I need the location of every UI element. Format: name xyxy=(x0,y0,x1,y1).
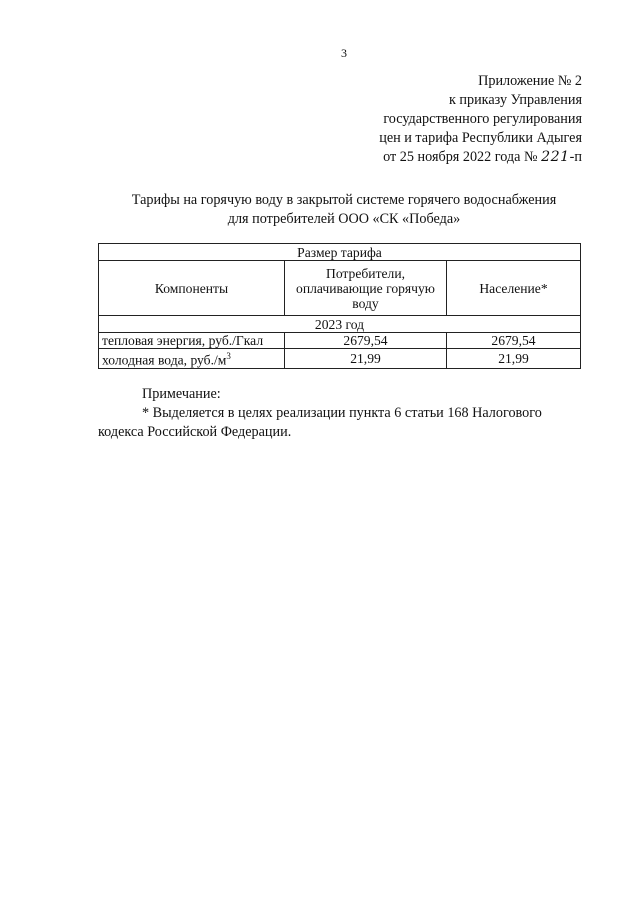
note-label: Примечание: xyxy=(142,386,221,402)
appendix-line: цен и тарифа Республики Адыгея xyxy=(379,130,582,146)
tariff-table xyxy=(98,243,581,369)
appendix-header xyxy=(322,72,582,167)
header-consumers: Потребители, оплачивающие горячую воду xyxy=(285,261,447,316)
header-population: Население* xyxy=(447,261,581,316)
appendix-date-line xyxy=(322,148,582,167)
appendix-line: Приложение № 2 xyxy=(478,73,582,89)
page-number: 3 xyxy=(341,46,347,60)
header-tariff-size: Размер тарифа xyxy=(99,244,581,261)
appendix-date-prefix: от 25 ноября 2022 года № xyxy=(383,149,538,165)
table-header-row xyxy=(99,244,581,261)
unit-superscript: 3 xyxy=(226,351,231,361)
title-line-2: для потребителей ООО «СК «Победа» xyxy=(227,211,461,227)
table-row xyxy=(99,333,581,349)
note-text-line-1: * Выделяется в целях реализации пункта 6 статьи 168 Налогового xyxy=(142,405,542,421)
table-header-row xyxy=(99,261,581,316)
appendix-order-suffix: -п xyxy=(569,149,582,165)
appendix-line: к приказу Управления xyxy=(448,92,582,108)
title-line-1: Тарифы на горячую воду в закрытой системе горячего водоснабжения xyxy=(131,192,557,208)
header-components: Компоненты xyxy=(99,261,285,316)
table-year-row xyxy=(99,316,581,333)
handwritten-order-number: 221 xyxy=(541,149,570,165)
note-section xyxy=(98,385,580,442)
row-population-value: 21,99 xyxy=(447,349,581,369)
row-population-value: 2679,54 xyxy=(447,333,581,349)
document-title xyxy=(0,191,640,229)
year-label: 2023 год xyxy=(99,316,581,333)
note-text-line-2: кодекса Российской Федерации. xyxy=(98,424,292,440)
row-component-text: холодная вода, руб./м xyxy=(102,352,227,368)
row-component xyxy=(99,349,285,369)
row-consumers-value: 2679,54 xyxy=(285,333,447,349)
row-component: тепловая энергия, руб./Гкал xyxy=(99,333,285,349)
row-consumers-value: 21,99 xyxy=(285,349,447,369)
table-row xyxy=(99,349,581,369)
appendix-line: государственного регулирования xyxy=(383,111,582,127)
